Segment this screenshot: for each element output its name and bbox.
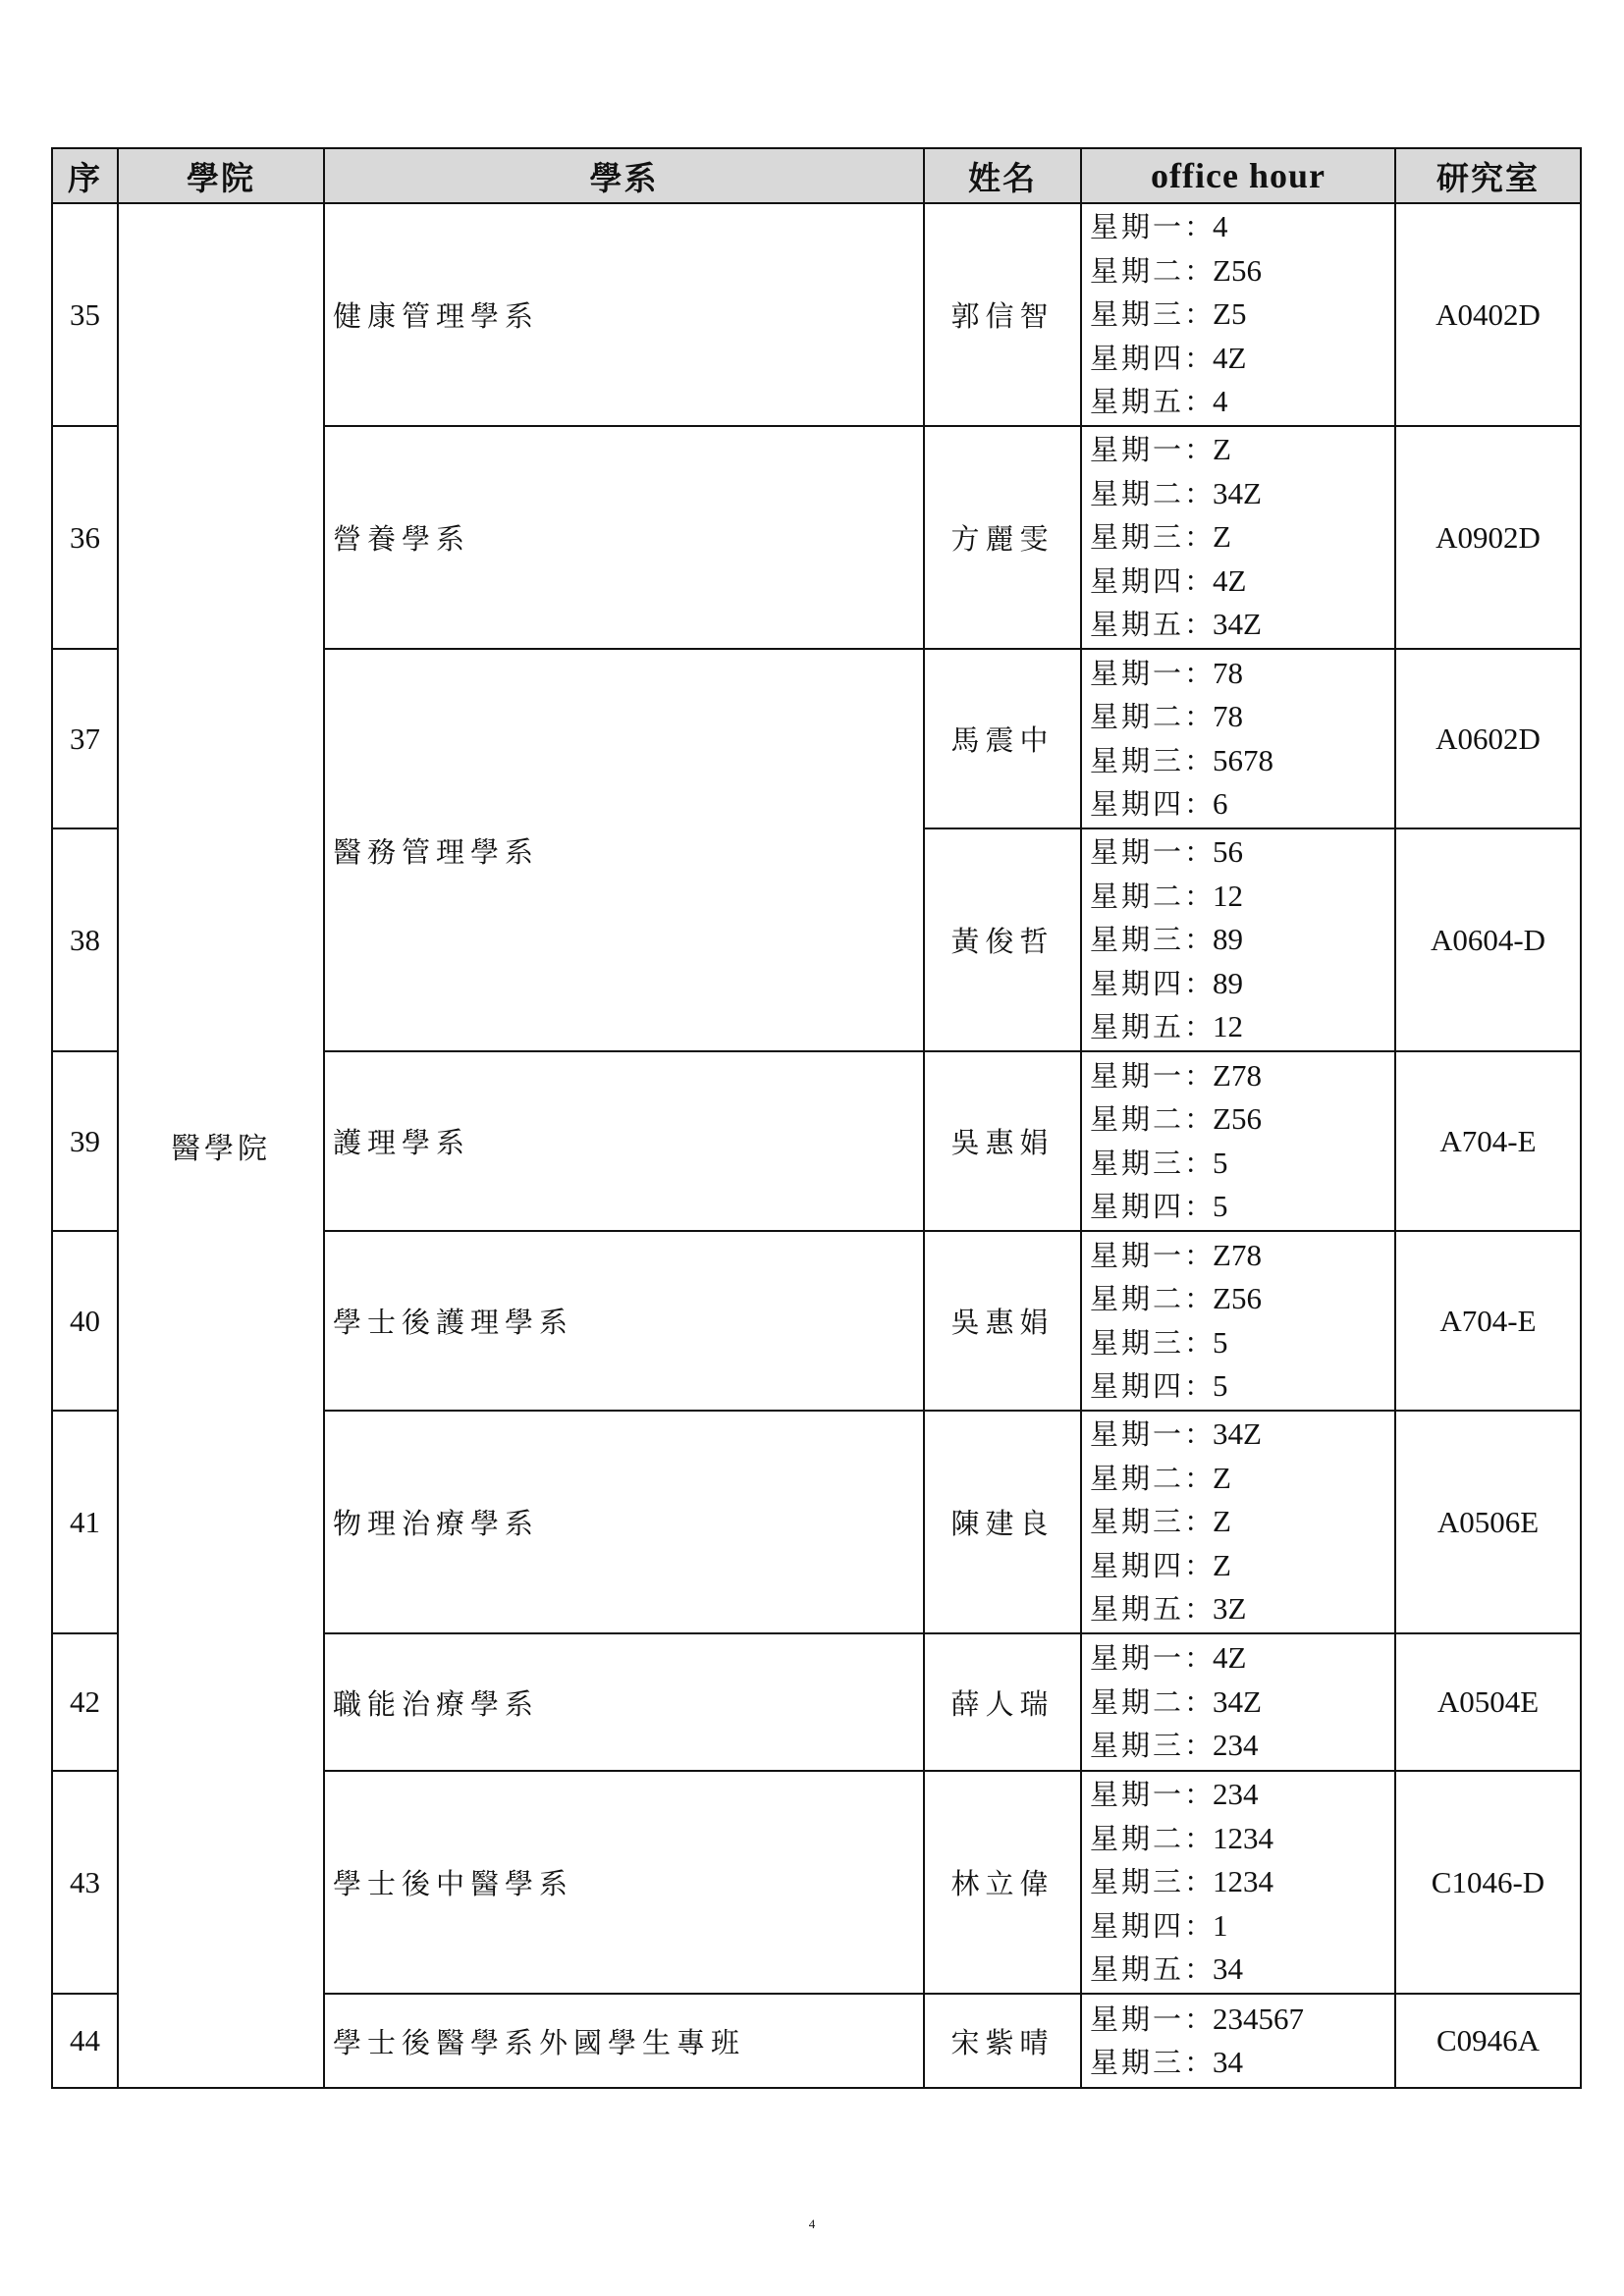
time-slot: 234 (1213, 1728, 1259, 1763)
time-slot: 5 (1213, 1189, 1228, 1223)
room-number: C1046-D (1395, 1771, 1581, 1994)
weekday-label: 星期一 (1090, 433, 1185, 467)
office-hour-line (1090, 1097, 1394, 1142)
colon-separator: ： (1184, 656, 1214, 690)
office-hour-table (51, 147, 1582, 2089)
row-seq: 40 (52, 1231, 118, 1411)
time-slot: Z (1213, 519, 1231, 555)
room-number: A0604-D (1395, 828, 1581, 1051)
office-hours-cell (1081, 1994, 1395, 2088)
time-slot: 89 (1213, 922, 1244, 957)
office-hour-line (1090, 1636, 1394, 1681)
room-number: A0506E (1395, 1411, 1581, 1633)
weekday-label: 星期一 (1090, 2002, 1185, 2036)
college-cell: 醫學院 (118, 203, 324, 2088)
office-hour-line (1090, 1142, 1394, 1186)
colon-separator: ： (1184, 1952, 1214, 1987)
teacher-name: 郭信智 (924, 203, 1081, 426)
colon-separator: ： (1184, 476, 1214, 510)
weekday-label: 星期一 (1090, 210, 1185, 244)
header-seq: 序 (52, 148, 118, 203)
office-hour-line (1090, 603, 1394, 647)
colon-separator: ： (1184, 1058, 1214, 1093)
colon-separator: ： (1184, 923, 1214, 957)
colon-separator: ： (1184, 2002, 1214, 2036)
weekday-label: 星期五 (1090, 1952, 1185, 1987)
weekday-label: 星期一 (1090, 835, 1185, 870)
office-hour-line (1090, 337, 1394, 381)
weekday-label: 星期二 (1090, 1461, 1185, 1495)
office-hours-cell (1081, 426, 1395, 649)
time-slot: Z56 (1213, 252, 1262, 288)
office-hours-cell (1081, 1411, 1395, 1633)
room-number: A0902D (1395, 426, 1581, 649)
time-slot: 3Z (1213, 1591, 1247, 1627)
colon-separator: ： (1184, 1282, 1214, 1315)
time-slot: 5 (1213, 1145, 1228, 1180)
teacher-name: 方麗雯 (924, 426, 1081, 649)
colon-separator: ： (1184, 1325, 1214, 1360)
colon-separator: ： (1184, 1102, 1214, 1136)
room-number: C0946A (1395, 1994, 1581, 2088)
office-hours-cell (1081, 1633, 1395, 1771)
time-slot: 89 (1213, 965, 1244, 1000)
colon-separator: ： (1184, 1908, 1214, 1943)
table-row (52, 203, 1581, 426)
room-number: A0602D (1395, 649, 1581, 828)
table-header-row (52, 148, 1581, 203)
time-slot: Z56 (1213, 1281, 1262, 1315)
colon-separator: ： (1184, 743, 1214, 777)
office-hour-line (1090, 1948, 1394, 1992)
time-slot: 12 (1213, 1009, 1244, 1044)
department-cell: 學士後護理學系 (324, 1231, 924, 1411)
colon-separator: ： (1184, 253, 1214, 288)
row-seq: 41 (52, 1411, 118, 1633)
office-hour-line (1090, 918, 1394, 962)
room-number: A0402D (1395, 203, 1581, 426)
office-hour-line (1090, 1998, 1394, 2042)
teacher-name: 薛人瑞 (924, 1633, 1081, 1771)
weekday-label: 星期四 (1090, 787, 1185, 821)
weekday-label: 星期一 (1090, 1238, 1185, 1272)
weekday-label: 星期四 (1090, 1548, 1185, 1582)
weekday-label: 星期五 (1090, 1592, 1185, 1627)
colon-separator: ： (1184, 966, 1214, 1000)
time-slot: 5 (1213, 1324, 1228, 1360)
weekday-label: 星期三 (1090, 1505, 1185, 1539)
weekday-label: 星期一 (1090, 1778, 1185, 1812)
weekday-label: 星期三 (1090, 1729, 1185, 1763)
office-hour-line (1090, 1587, 1394, 1631)
weekday-label: 星期三 (1090, 1325, 1185, 1360)
colon-separator: ： (1184, 433, 1214, 467)
weekday-label: 星期三 (1090, 520, 1185, 555)
weekday-label: 星期一 (1090, 1058, 1185, 1093)
time-slot: 34Z (1213, 1683, 1262, 1719)
colon-separator: ： (1184, 210, 1214, 244)
weekday-label: 星期二 (1090, 700, 1185, 733)
weekday-label: 星期四 (1090, 966, 1185, 1000)
weekday-label: 星期三 (1090, 1146, 1185, 1180)
colon-separator: ： (1184, 1778, 1214, 1812)
weekday-label: 星期四 (1090, 341, 1185, 375)
colon-separator: ： (1184, 1821, 1214, 1855)
time-slot: 234 (1213, 1777, 1259, 1812)
colon-separator: ： (1184, 1010, 1214, 1044)
office-hour-line (1090, 1500, 1394, 1544)
time-slot: 78 (1213, 655, 1244, 690)
office-hour-line (1090, 1904, 1394, 1949)
weekday-label: 星期一 (1090, 1417, 1185, 1452)
office-hour-line (1090, 1457, 1394, 1501)
header-college: 學院 (118, 148, 324, 203)
row-seq: 38 (52, 828, 118, 1051)
office-hour-line (1090, 695, 1394, 739)
weekday-label: 星期一 (1090, 1641, 1185, 1676)
time-slot: 34Z (1213, 475, 1262, 510)
office-hour-line (1090, 1817, 1394, 1861)
colon-separator: ： (1184, 1729, 1214, 1763)
office-hour-line (1090, 1773, 1394, 1817)
office-hour-line (1090, 1364, 1394, 1409)
colon-separator: ： (1184, 879, 1214, 913)
colon-separator: ： (1184, 1548, 1214, 1582)
office-hour-line (1090, 1413, 1394, 1457)
department-cell: 職能治療學系 (324, 1633, 924, 1771)
weekday-label: 星期四 (1090, 1369, 1185, 1403)
department-cell: 營養學系 (324, 426, 924, 649)
row-seq: 35 (52, 203, 118, 426)
time-slot: 1234 (1213, 1820, 1274, 1855)
office-hour-line (1090, 1681, 1394, 1725)
time-slot: 56 (1213, 834, 1244, 870)
time-slot: 34Z (1213, 607, 1262, 642)
time-slot: 34 (1213, 1951, 1244, 1987)
office-hour-line (1090, 293, 1394, 337)
colon-separator: ： (1184, 2046, 1214, 2079)
office-hour-line (1090, 1185, 1394, 1229)
weekday-label: 星期二 (1090, 476, 1185, 510)
office-hours-cell (1081, 1771, 1395, 1994)
time-slot: 4 (1213, 384, 1228, 419)
teacher-name: 吳惠娟 (924, 1051, 1081, 1231)
time-slot: Z56 (1213, 1101, 1262, 1136)
time-slot: 1234 (1213, 1864, 1274, 1899)
time-slot: 6 (1213, 786, 1228, 821)
office-hour-line (1090, 380, 1394, 424)
teacher-name: 宋紫晴 (924, 1994, 1081, 2088)
table-body (52, 203, 1581, 2088)
colon-separator: ： (1184, 608, 1214, 642)
time-slot: 5 (1213, 1368, 1228, 1403)
time-slot: 5678 (1213, 742, 1274, 777)
office-hour-line (1090, 739, 1394, 783)
weekday-label: 星期四 (1090, 1908, 1185, 1943)
office-hour-line (1090, 830, 1394, 875)
office-hour-line (1090, 1544, 1394, 1588)
header-department: 學系 (324, 148, 924, 203)
office-hour-line (1090, 472, 1394, 516)
department-cell: 學士後醫學系外國學生專班 (324, 1994, 924, 2088)
weekday-label: 星期三 (1090, 743, 1185, 777)
teacher-name: 馬震中 (924, 649, 1081, 828)
row-seq: 39 (52, 1051, 118, 1231)
department-cell: 護理學系 (324, 1051, 924, 1231)
office-hour-line (1090, 782, 1394, 827)
office-hour-line (1090, 249, 1394, 294)
colon-separator: ： (1184, 700, 1214, 733)
weekday-label: 星期二 (1090, 1684, 1185, 1719)
header-office-hour: office hour (1081, 148, 1395, 203)
colon-separator: ： (1184, 1592, 1214, 1627)
colon-separator: ： (1184, 1369, 1214, 1403)
office-hour-line (1090, 652, 1394, 696)
time-slot: 1 (1213, 1907, 1228, 1943)
colon-separator: ： (1184, 1684, 1214, 1719)
header-room: 研究室 (1395, 148, 1581, 203)
row-seq: 44 (52, 1994, 118, 2088)
header-name: 姓名 (924, 148, 1081, 203)
room-number: A704-E (1395, 1051, 1581, 1231)
weekday-label: 星期五 (1090, 385, 1185, 419)
colon-separator: ： (1184, 1190, 1214, 1223)
weekday-label: 星期二 (1090, 879, 1185, 913)
teacher-name: 林立偉 (924, 1771, 1081, 1994)
colon-separator: ： (1184, 787, 1214, 821)
department-cell: 健康管理學系 (324, 203, 924, 426)
weekday-label: 星期三 (1090, 297, 1185, 332)
row-seq: 36 (52, 426, 118, 649)
office-hour-line (1090, 1005, 1394, 1049)
page-number: 4 (808, 2216, 816, 2231)
teacher-name: 黃俊哲 (924, 828, 1081, 1051)
colon-separator: ： (1184, 1641, 1214, 1676)
office-hour-line (1090, 1234, 1394, 1278)
time-slot: 4Z (1213, 562, 1247, 598)
weekday-label: 星期二 (1090, 1821, 1185, 1855)
office-hours-cell (1081, 203, 1395, 426)
colon-separator: ： (1184, 520, 1214, 555)
weekday-label: 星期一 (1090, 656, 1185, 690)
department-cell: 物理治療學系 (324, 1411, 924, 1633)
weekday-label: 星期二 (1090, 1102, 1185, 1136)
weekday-label: 星期五 (1090, 608, 1185, 642)
time-slot: Z (1213, 432, 1231, 467)
office-hour-line (1090, 2041, 1394, 2085)
time-slot: 34 (1213, 2045, 1244, 2079)
office-hour-line (1090, 962, 1394, 1006)
time-slot: 12 (1213, 878, 1244, 913)
weekday-label: 星期三 (1090, 2046, 1185, 2079)
colon-separator: ： (1184, 563, 1214, 598)
colon-separator: ： (1184, 385, 1214, 419)
time-slot: 34Z (1213, 1416, 1262, 1452)
room-number: A704-E (1395, 1231, 1581, 1411)
time-slot: 4Z (1213, 340, 1247, 375)
colon-separator: ： (1184, 1461, 1214, 1495)
time-slot: 234567 (1213, 2001, 1305, 2036)
office-hour-line (1090, 560, 1394, 604)
office-hours-cell (1081, 649, 1395, 828)
teacher-name: 陳建良 (924, 1411, 1081, 1633)
time-slot: Z78 (1213, 1057, 1262, 1093)
office-hours-cell (1081, 828, 1395, 1051)
time-slot: Z (1213, 1504, 1231, 1539)
time-slot: 4Z (1213, 1640, 1247, 1676)
time-slot: 4 (1213, 209, 1228, 244)
row-seq: 43 (52, 1771, 118, 1994)
office-hour-line (1090, 1054, 1394, 1098)
time-slot: 78 (1213, 699, 1244, 733)
weekday-label: 星期三 (1090, 923, 1185, 957)
office-hour-line (1090, 1860, 1394, 1904)
colon-separator: ： (1184, 341, 1214, 375)
colon-separator: ： (1184, 835, 1214, 870)
department-cell: 學士後中醫學系 (324, 1771, 924, 1994)
office-hour-line (1090, 428, 1394, 472)
office-hours-cell (1081, 1231, 1395, 1411)
weekday-label: 星期二 (1090, 1282, 1185, 1315)
office-hour-line (1090, 205, 1394, 249)
office-hour-line (1090, 1321, 1394, 1365)
weekday-label: 星期三 (1090, 1865, 1185, 1899)
colon-separator: ： (1184, 1865, 1214, 1899)
office-hour-line (1090, 1724, 1394, 1768)
time-slot: Z (1213, 1460, 1231, 1495)
colon-separator: ： (1184, 1238, 1214, 1272)
colon-separator: ： (1184, 1505, 1214, 1539)
office-hour-line (1090, 515, 1394, 560)
teacher-name: 吳惠娟 (924, 1231, 1081, 1411)
colon-separator: ： (1184, 1417, 1214, 1452)
time-slot: Z78 (1213, 1237, 1262, 1272)
department-cell: 醫務管理學系 (324, 649, 924, 1051)
time-slot: Z (1213, 1547, 1231, 1582)
office-hour-line (1090, 875, 1394, 919)
weekday-label: 星期四 (1090, 1190, 1185, 1223)
weekday-label: 星期二 (1090, 253, 1185, 288)
office-hour-line (1090, 1277, 1394, 1321)
time-slot: Z5 (1213, 296, 1247, 332)
row-seq: 37 (52, 649, 118, 828)
colon-separator: ： (1184, 1146, 1214, 1180)
row-seq: 42 (52, 1633, 118, 1771)
weekday-label: 星期四 (1090, 563, 1185, 598)
room-number: A0504E (1395, 1633, 1581, 1771)
weekday-label: 星期五 (1090, 1010, 1185, 1044)
office-hours-cell (1081, 1051, 1395, 1231)
colon-separator: ： (1184, 297, 1214, 332)
